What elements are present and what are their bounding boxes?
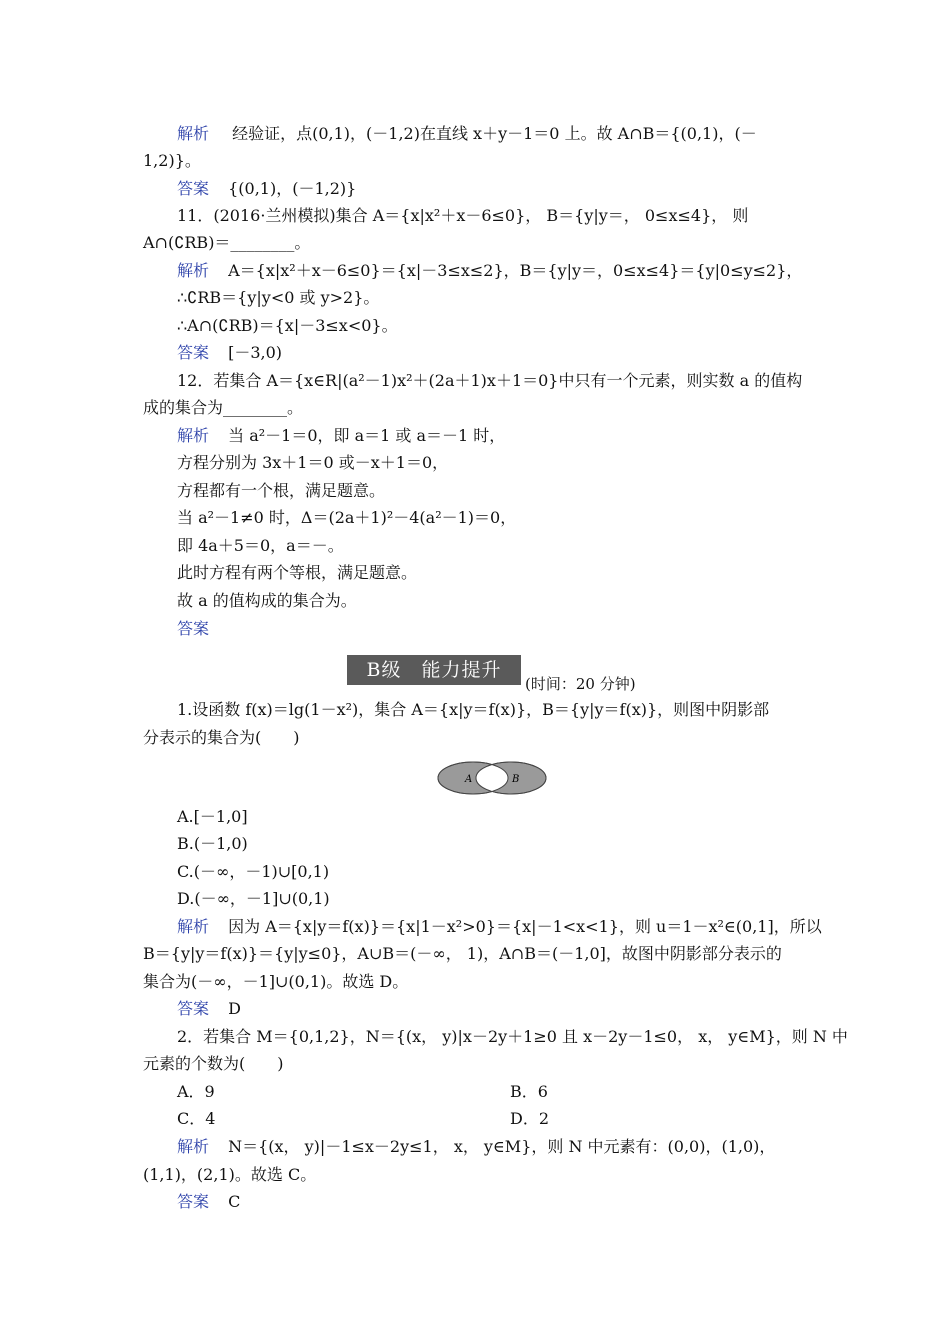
analysis-text: 经验证，点(0,1)，(－1,2)在直线 x＋y－1＝0 上。故 A∩B＝{(0,1)，(－	[232, 124, 757, 143]
analysis-label: 解析	[177, 917, 210, 936]
q1-stem-line-1: 1.设函数 f(x)＝lg(1－x²)，集合 A＝{x|y＝f(x)}，B＝{y|y＝f(x)}，则图中阴影部	[177, 700, 770, 719]
analysis-11-line-2: ∴∁RB＝{y|y<0 或 y>2}。	[177, 288, 380, 307]
q2-stem-line-2: 元素的个数为( )	[143, 1054, 284, 1073]
q1-analysis-line-1	[177, 917, 822, 937]
question-12-line-2: 成的集合为________。	[143, 398, 304, 417]
answer-label: 答案	[177, 619, 210, 638]
analysis-12-line-5: 即 4a＋5＝0，a＝－。	[177, 536, 344, 555]
answer-text: C	[228, 1192, 241, 1211]
analysis-text: A＝{x|x²＋x－6≤0}＝{x|－3≤x≤2}，B＝{y|y＝，0≤x≤4}＝{y|0≤y≤2}，	[228, 261, 803, 280]
venn-diagram	[435, 758, 551, 798]
answer-10	[177, 179, 356, 199]
q2-option-b: B．6	[510, 1082, 548, 1101]
answer-label: 答案	[177, 999, 210, 1018]
analysis-11-line-3: ∴A∩(∁RB)＝{x|－3≤x<0}。	[177, 316, 398, 335]
q1-option-d: D.(－∞，－1]∪(0,1)	[177, 889, 330, 908]
analysis-label: 解析	[177, 1137, 210, 1156]
analysis-text: N＝{(x， y)|－1≤x－2y≤1， x， y∈M}，则 N 中元素有：(0,0)，(1,0)，	[228, 1137, 776, 1156]
analysis-10-line-2: 1,2)}。	[143, 151, 201, 170]
answer-label: 答案	[177, 343, 210, 362]
analysis-12-line-7: 故 a 的值构成的集合为。	[177, 591, 357, 610]
answer-text: {(0,1)，(－1,2)}	[228, 179, 357, 198]
q2-option-c: C．4	[177, 1109, 216, 1128]
q2-analysis-line-1	[177, 1137, 775, 1157]
answer-label: 答案	[177, 179, 210, 198]
analysis-12-line-3: 方程都有一个根，满足题意。	[177, 481, 386, 500]
q2-stem-line-1: 2．若集合 M＝{0,1,2}，N＝{(x， y)|x－2y＋1≥0 且 x－2y－1≤0， x， y∈M}，则 N 中	[177, 1027, 848, 1046]
analysis-11-line-1	[177, 261, 802, 281]
analysis-label: 解析	[177, 426, 210, 445]
q1-option-a: A.[－1,0]	[177, 807, 248, 826]
q2-option-d: D．2	[510, 1109, 550, 1128]
answer-label: 答案	[177, 1192, 210, 1211]
analysis-12-line-1	[177, 426, 505, 446]
section-banner: B级 能力提升	[347, 655, 521, 685]
analysis-text: 当 a²－1＝0，即 a＝1 或 a＝－1 时，	[228, 426, 506, 445]
venn-label-a: A	[465, 774, 473, 785]
analysis-text: 因为 A＝{x|y＝f(x)}＝{x|1－x²>0}＝{x|－1<x<1}，则 u＝1－x²∈(0,1]，所以	[228, 917, 822, 936]
answer-12	[177, 619, 209, 639]
q2-answer	[177, 1192, 240, 1212]
q2-option-a: A．9	[177, 1082, 215, 1101]
analysis-10-line-1	[177, 124, 757, 144]
analysis-label: 解析	[177, 124, 210, 143]
q2-analysis-line-2: (1,1)，(2,1)。故选 C。	[143, 1165, 317, 1184]
question-12-line-1: 12．若集合 A＝{x∈R|(a²－1)x²＋(2a＋1)x＋1＝0}中只有一个元素，则实数 a 的值构	[177, 371, 803, 390]
q1-option-c: C.(－∞，－1)∪[0,1)	[177, 862, 330, 881]
answer-11	[177, 343, 282, 363]
analysis-12-line-6: 此时方程有两个等根，满足题意。	[177, 563, 418, 582]
q1-option-b: B.(－1,0)	[177, 834, 248, 853]
q1-analysis-line-3: 集合为(－∞，－1]∪(0,1)。故选 D。	[143, 972, 409, 991]
answer-text: D	[228, 999, 241, 1018]
venn-label-b: B	[512, 774, 520, 785]
question-11-line-2: A∩(∁RB)＝________。	[143, 233, 311, 252]
time-limit: (时间：20 分钟)	[525, 675, 636, 693]
q1-answer	[177, 999, 241, 1019]
answer-text: [－3,0)	[228, 343, 283, 362]
question-11-line-1: 11．(2016·兰州模拟)集合 A＝{x|x²＋x－6≤0}， B＝{y|y＝， 0≤x≤4}， 则	[177, 206, 749, 225]
q1-stem-line-2: 分表示的集合为( )	[143, 728, 300, 747]
analysis-12-line-4: 当 a²－1≠0 时，Δ＝(2a＋1)²－4(a²－1)＝0，	[177, 508, 517, 527]
analysis-label: 解析	[177, 261, 210, 280]
analysis-12-line-2: 方程分别为 3x＋1＝0 或－x＋1＝0，	[177, 453, 449, 472]
q1-analysis-line-2: B＝{y|y＝f(x)}＝{y|y≤0}，A∪B＝(－∞， 1)，A∩B＝(－1,0]，故图中阴影部分表示的	[143, 944, 782, 963]
